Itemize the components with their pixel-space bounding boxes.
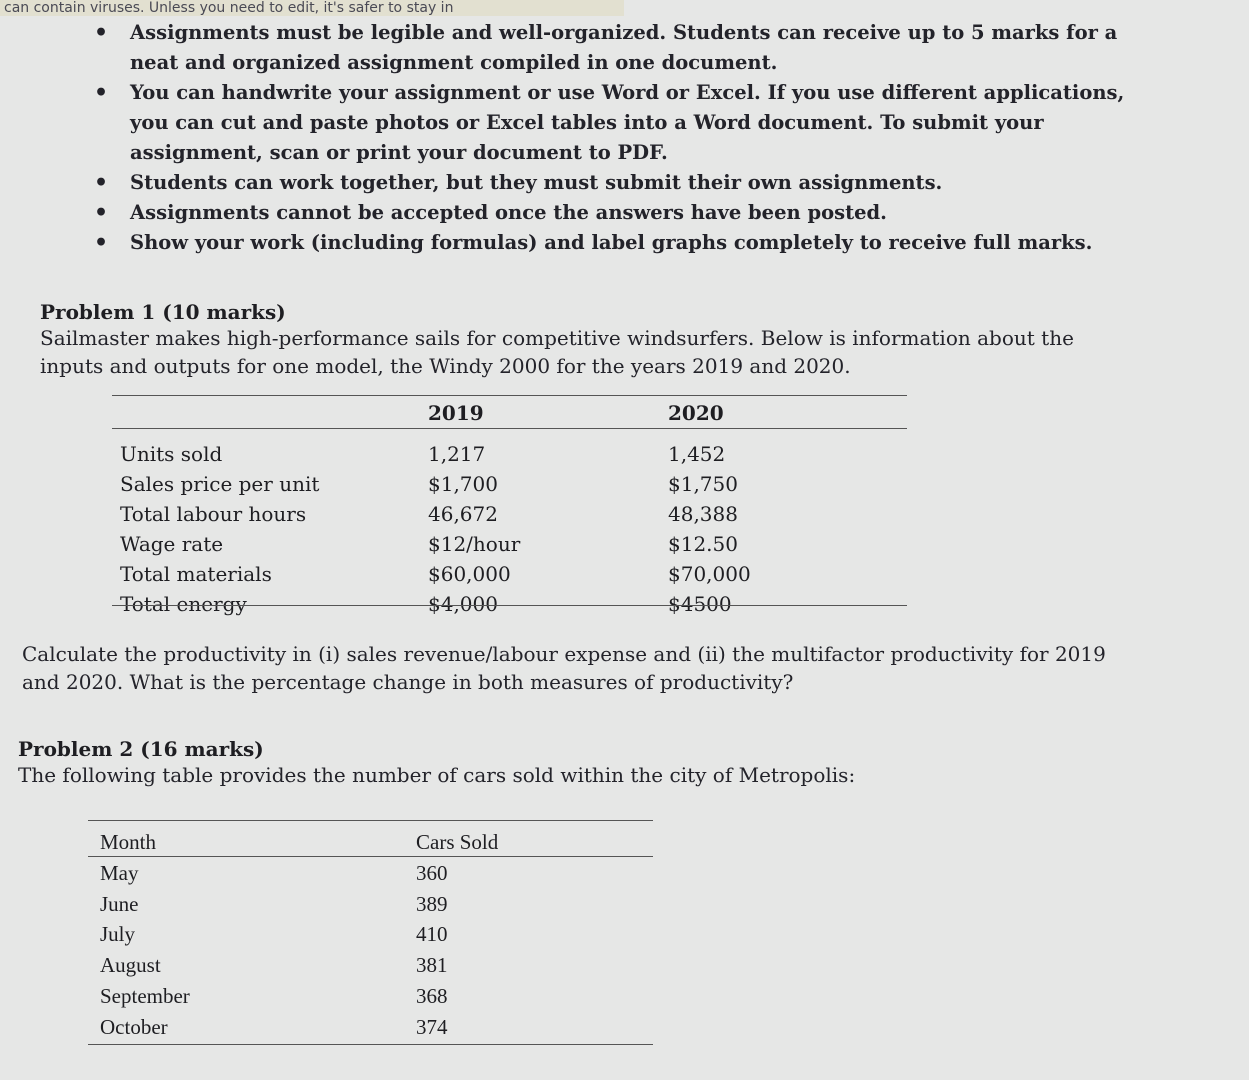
problem1-intro: Sailmaster makes high-performance sails for competitive windsurfers. Below is information about the inputs and outputs for one model, the Windy 2000 for the years 2019 and 2020. bbox=[40, 326, 1074, 378]
instruction-item: • Show your work (including formulas) and label graphs completely to receive full marks. bbox=[90, 228, 1140, 258]
cars-sold: 360 bbox=[416, 861, 448, 885]
column-header-2019: 2019 bbox=[428, 401, 484, 425]
table-row bbox=[88, 984, 653, 1014]
problem2-heading: Problem 2 (16 marks) bbox=[18, 737, 264, 761]
value-2019: $12/hour bbox=[428, 532, 521, 556]
value-2020: $4500 bbox=[668, 592, 732, 616]
instruction-item: • Assignments must be legible and well-organized. Students can receive up to 5 marks for a neat and organized assignment compiled in one document. bbox=[90, 18, 1140, 78]
problem2-section bbox=[18, 737, 1138, 789]
table-row bbox=[88, 953, 653, 983]
cars-sold: 381 bbox=[416, 953, 448, 977]
row-label: Total energy bbox=[120, 592, 247, 616]
problem1-heading: Problem 1 (10 marks) bbox=[40, 300, 286, 324]
table-row bbox=[88, 922, 653, 952]
value-2020: $12.50 bbox=[668, 532, 738, 556]
row-label: Wage rate bbox=[120, 532, 224, 556]
row-label: Sales price per unit bbox=[120, 472, 320, 496]
month: August bbox=[100, 953, 161, 977]
table-rule bbox=[112, 428, 907, 429]
instruction-item: • Students can work together, but they must submit their own assignments. bbox=[90, 168, 1140, 198]
month: October bbox=[100, 1015, 168, 1039]
table-rule bbox=[88, 856, 653, 857]
table-row bbox=[112, 472, 907, 502]
table-row bbox=[112, 592, 907, 622]
cars-sold: 410 bbox=[416, 922, 448, 946]
table-row bbox=[88, 861, 653, 891]
row-label: Units sold bbox=[120, 442, 223, 466]
table-row bbox=[112, 502, 907, 532]
cars-sold: 368 bbox=[416, 984, 448, 1008]
month: June bbox=[100, 892, 139, 916]
month: May bbox=[100, 861, 139, 885]
value-2020: 1,452 bbox=[668, 442, 726, 466]
value-2020: $70,000 bbox=[668, 562, 751, 586]
column-header-2020: 2020 bbox=[668, 401, 724, 425]
table-row bbox=[112, 562, 907, 592]
table-row bbox=[112, 532, 907, 562]
value-2019: $4,000 bbox=[428, 592, 498, 616]
value-2019: $60,000 bbox=[428, 562, 511, 586]
cars-sold: 374 bbox=[416, 1015, 448, 1039]
column-header-month: Month bbox=[100, 830, 157, 854]
month: September bbox=[100, 984, 190, 1008]
instructions-list bbox=[90, 18, 1140, 258]
protected-view-banner: can contain viruses. Unless you need to edit, it's safer to stay in bbox=[0, 0, 624, 16]
value-2020: 48,388 bbox=[668, 502, 738, 526]
row-label: Total materials bbox=[120, 562, 272, 586]
value-2019: 1,217 bbox=[428, 442, 486, 466]
cars-sold: 389 bbox=[416, 892, 448, 916]
table-rule bbox=[112, 605, 907, 606]
table-row bbox=[88, 1015, 653, 1045]
column-header-cars-sold: Cars Sold bbox=[416, 830, 499, 854]
table-row bbox=[112, 442, 907, 472]
table-rule bbox=[112, 395, 907, 396]
value-2019: 46,672 bbox=[428, 502, 498, 526]
value-2019: $1,700 bbox=[428, 472, 498, 496]
row-label: Total labour hours bbox=[120, 502, 307, 526]
problem1-question: Calculate the productivity in (i) sales revenue/labour expense and (ii) the multifactor productivity for 2019 and 2020. What is the percentage change in both measures of productivity? bbox=[22, 642, 1106, 694]
table-rule bbox=[88, 820, 653, 821]
value-2020: $1,750 bbox=[668, 472, 738, 496]
problem2-intro: The following table provides the number of cars sold within the city of Metropolis: bbox=[18, 763, 856, 787]
month: July bbox=[100, 922, 136, 946]
table-row bbox=[88, 892, 653, 922]
instruction-item: • You can handwrite your assignment or use Word or Excel. If you use different applications, you can cut and paste photos or Excel tables into a Word document. To submit your assignment, scan or print your document to PDF. bbox=[90, 78, 1140, 168]
problem1-section bbox=[40, 300, 1130, 380]
instruction-item: • Assignments cannot be accepted once the answers have been posted. bbox=[90, 198, 1140, 228]
table-rule bbox=[88, 1044, 653, 1045]
